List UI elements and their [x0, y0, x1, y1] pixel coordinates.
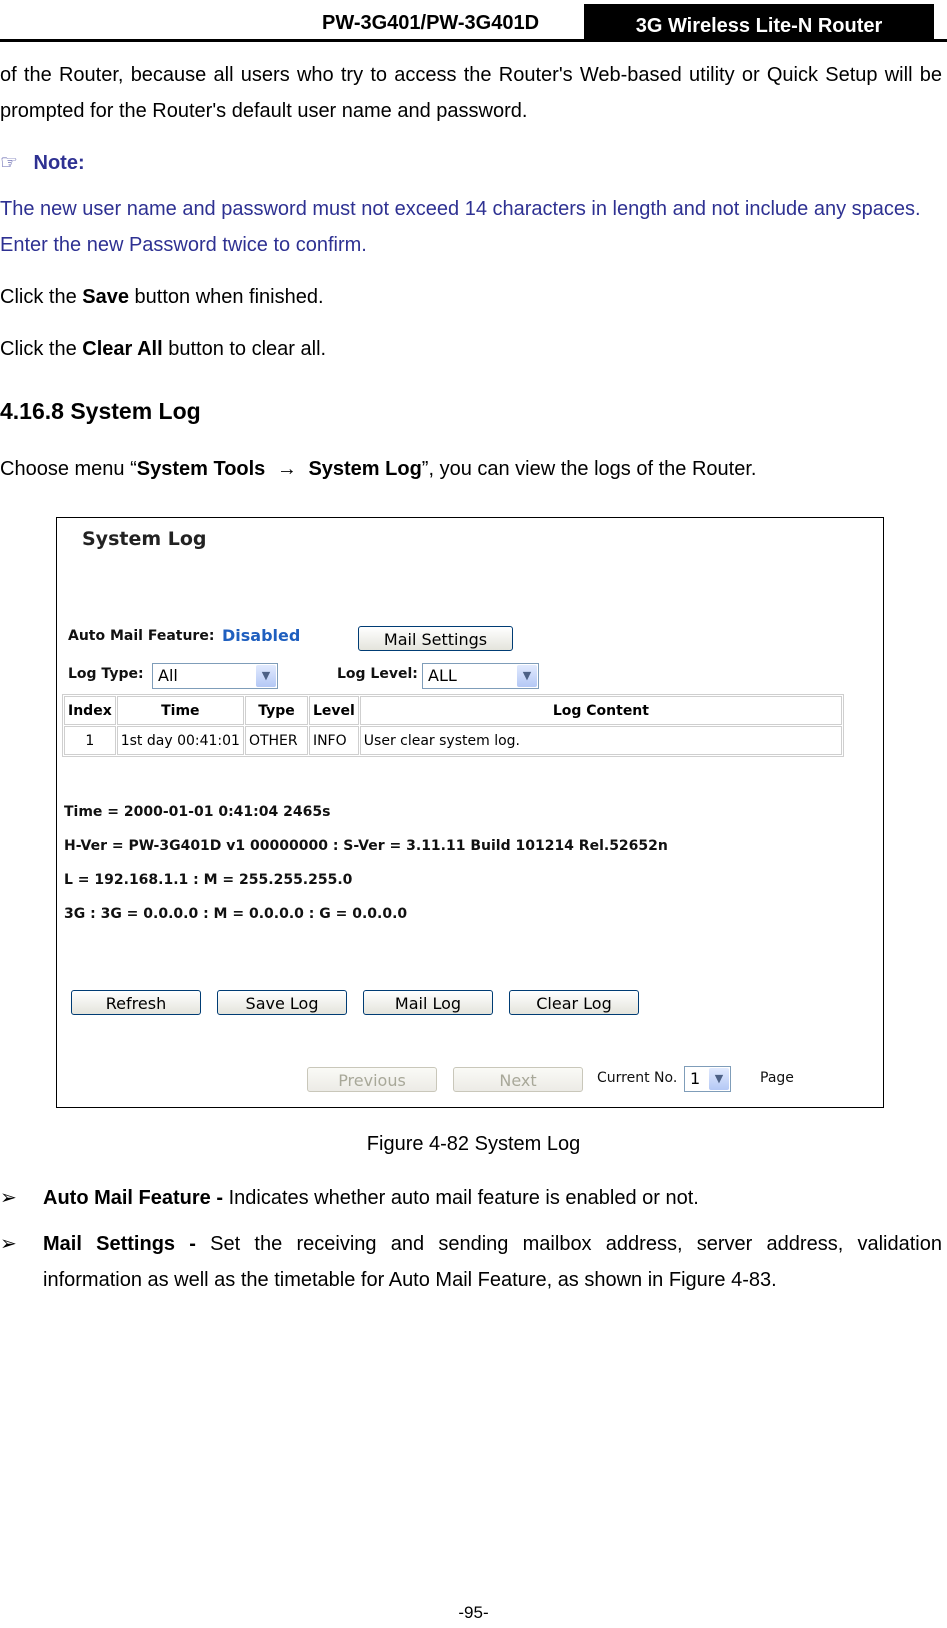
- cell-index: 1: [64, 726, 116, 755]
- log-table: [62, 694, 844, 757]
- save-instruction-suffix: button when finished.: [128, 286, 324, 308]
- table-row: [64, 726, 842, 755]
- cell-time: 1st day 00:41:01: [117, 726, 244, 755]
- column-header-index: Index: [64, 696, 116, 725]
- bullet-description: Set the receiving and sending mailbox address, server address, validation information as well as the timetable for Auto Mail Feature, as shown in Figure 4-83.: [43, 1233, 942, 1291]
- log-type-select[interactable]: [152, 663, 278, 689]
- note-text: The new user name and password must not exceed 14 characters in length and not include any spaces. Enter the new Password twice to confirm.: [0, 198, 921, 256]
- bullet-term: Auto Mail Feature -: [43, 1187, 224, 1209]
- section-heading: [0, 398, 201, 425]
- system-log-figure: [56, 517, 884, 1108]
- list-item: [0, 1226, 942, 1298]
- clear-instruction-bold: Clear All: [82, 338, 163, 360]
- save-instruction-prefix: Click the: [0, 286, 83, 308]
- save-instruction: [0, 279, 942, 315]
- list-item: [0, 1180, 942, 1216]
- log-type-value: All: [158, 666, 178, 685]
- menu-instruction: [0, 451, 942, 487]
- info-time: Time = 2000-01-01 0:41:04 2465s: [64, 804, 331, 820]
- arrow-right-icon: →: [276, 458, 297, 480]
- mail-log-button[interactable]: Mail Log: [363, 990, 493, 1015]
- info-3g: 3G : 3G = 0.0.0.0 : M = 0.0.0.0 : G = 0.0.0.0: [64, 906, 408, 922]
- cell-level: INFO: [309, 726, 359, 755]
- mail-settings-button[interactable]: Mail Settings: [358, 626, 513, 651]
- figure-title: System Log: [82, 528, 207, 550]
- bullet-text: [43, 1226, 942, 1298]
- save-instruction-bold: Save: [82, 286, 129, 308]
- chevron-down-icon[interactable]: ▼: [256, 665, 276, 687]
- chevron-down-icon[interactable]: ▼: [517, 665, 537, 687]
- log-table-header: [64, 696, 842, 725]
- refresh-button[interactable]: Refresh: [71, 990, 201, 1015]
- current-page-value: 1: [690, 1069, 701, 1088]
- next-button[interactable]: Next: [453, 1067, 583, 1092]
- info-lan: L = 192.168.1.1 : M = 255.255.255.0: [64, 872, 353, 888]
- header-model: PW-3G401/PW-3G401D: [322, 12, 540, 34]
- section-title: System Log: [70, 398, 201, 424]
- bullet-arrow-icon: ➢: [0, 1187, 17, 1209]
- column-header-level: Level: [309, 696, 359, 725]
- header-rule: [0, 39, 947, 42]
- log-level-select[interactable]: [422, 663, 539, 689]
- clear-log-button[interactable]: Clear Log: [509, 990, 639, 1015]
- cell-type: OTHER: [245, 726, 308, 755]
- intro-paragraph: of the Router, because all users who try to access the Router's Web-based utility or Quick Setup will be prompted for the Router's default user name and password.: [0, 64, 942, 122]
- header-product-tab: 3G Wireless Lite-N Router: [584, 4, 934, 41]
- bullet-arrow-icon: ➢: [0, 1233, 17, 1255]
- menu-item-system-log: System Log: [308, 458, 422, 480]
- section-number: 4.16.8: [0, 398, 64, 424]
- clear-instruction-suffix: button to clear all.: [162, 338, 327, 360]
- previous-button[interactable]: Previous: [307, 1067, 437, 1092]
- column-header-log-content: Log Content: [360, 696, 842, 725]
- clear-instruction: [0, 331, 942, 367]
- column-header-type: Type: [245, 696, 308, 725]
- cell-log-content: User clear system log.: [360, 726, 842, 755]
- clear-instruction-prefix: Click the: [0, 338, 83, 360]
- page-header: [0, 0, 947, 42]
- bullet-term: Mail Settings -: [43, 1233, 196, 1255]
- column-header-time: Time: [117, 696, 244, 725]
- log-level-value: ALL: [428, 666, 457, 685]
- log-type-label: Log Type:: [68, 666, 144, 682]
- menu-prefix: Choose menu “: [0, 458, 137, 480]
- save-log-button[interactable]: Save Log: [217, 990, 347, 1015]
- auto-mail-label: Auto Mail Feature:: [68, 628, 215, 644]
- menu-item-system-tools: System Tools: [136, 458, 266, 480]
- page-label: Page: [760, 1070, 794, 1086]
- note-title: Note:: [33, 152, 85, 174]
- current-no-label: Current No.: [597, 1070, 678, 1086]
- note-heading: [0, 145, 942, 181]
- current-page-select[interactable]: [684, 1066, 731, 1092]
- chevron-down-icon[interactable]: ▼: [709, 1068, 729, 1090]
- bullet-description: Indicates whether auto mail feature is enabled or not.: [223, 1187, 699, 1209]
- menu-suffix: ”, you can view the logs of the Router.: [421, 458, 757, 480]
- figure-caption: Figure 4-82 System Log: [366, 1133, 581, 1155]
- info-version: H-Ver = PW-3G401D v1 00000000 : S-Ver = 3.11.11 Build 101214 Rel.52652n: [64, 838, 668, 854]
- log-level-label: Log Level:: [337, 666, 418, 682]
- auto-mail-value: Disabled: [222, 626, 301, 645]
- bullet-text: [43, 1180, 942, 1216]
- pointing-hand-icon: ☞: [0, 152, 18, 174]
- page-number: -95-: [458, 1603, 489, 1622]
